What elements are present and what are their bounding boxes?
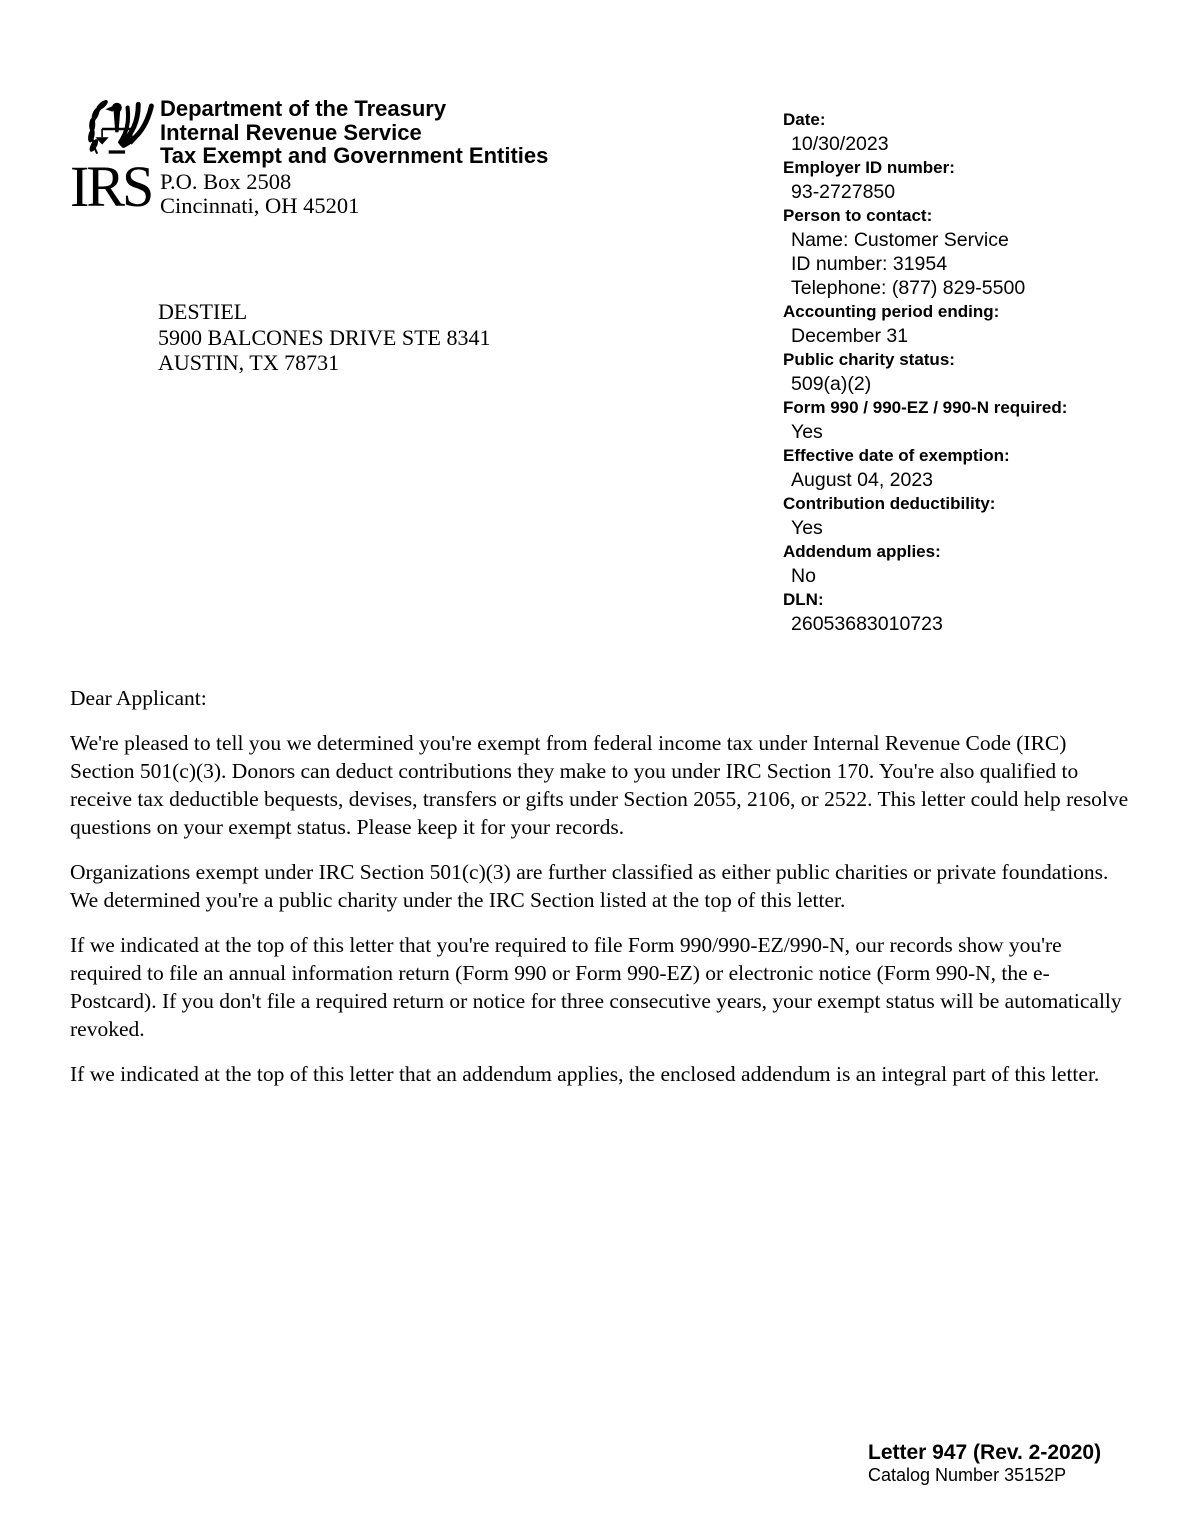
info-value: 509(a)(2) (791, 373, 872, 395)
info-label: Employer ID number: (783, 158, 955, 177)
info-value: December 31 (791, 325, 909, 347)
body-paragraph: If we indicated at the top of this letter that you're required to file Form 990/990-EZ/990-N, our records show you're required to file an annual information return (Form 990 or Form 990-EZ) or electronic notice (Form 990-N, the e-Postcard). If you don't file a required return or notice for three consecutive years, your exempt status will be automatically revoked. (70, 933, 1122, 1041)
salutation: Dear Applicant: (70, 686, 207, 710)
info-label: Person to contact: (783, 206, 933, 225)
letterhead-address (160, 170, 548, 219)
body-paragraph: If we indicated at the top of this letter that an addendum applies, the enclosed addendum is an integral part of this letter. (70, 1062, 1100, 1086)
info-value: August 04, 2023 (791, 469, 934, 491)
info-item-effective-date (783, 444, 1183, 492)
info-item-employer-id (783, 156, 1183, 204)
letterhead-org-line: Internal Revenue Service (160, 119, 422, 145)
info-item-contribution-deductibility (783, 492, 1183, 540)
irs-wordmark: IRS (70, 154, 152, 219)
info-item-dln (783, 588, 1183, 636)
info-label: Accounting period ending: (783, 302, 1000, 321)
info-value: 93-2727850 (791, 181, 896, 203)
recipient-address (158, 299, 490, 376)
info-value: Yes (791, 421, 823, 443)
letter-id: Letter 947 (Rev. 2-2020) (868, 1441, 1102, 1464)
info-item-date (783, 108, 1183, 156)
info-value: Telephone: (877) 829-5500 (791, 277, 1026, 299)
letterhead (160, 97, 548, 219)
info-label: Date: (783, 110, 826, 129)
info-label: Contribution deductibility: (783, 494, 996, 513)
letter-body (70, 684, 1136, 1105)
info-item-accounting-period (783, 300, 1183, 348)
letterhead-org-line: Tax Exempt and Government Entities (160, 143, 549, 168)
letterhead-address-line: P.O. Box 2508 (160, 168, 292, 194)
recipient-city-state-zip: AUSTIN, TX 78731 (158, 350, 340, 375)
recipient-street: 5900 BALCONES DRIVE STE 8341 (158, 324, 491, 350)
recipient-name: DESTIEL (158, 299, 248, 324)
info-value: Name: Customer Service (791, 229, 1009, 251)
info-value: ID number: 31954 (791, 253, 948, 275)
letter-info-panel (783, 108, 1183, 636)
info-item-public-charity-status (783, 348, 1183, 396)
body-paragraph: Organizations exempt under IRC Section 501(c)(3) are further classified as either public charities or private foundations. We determined you're a public charity under the IRC Section listed at the top of this letter. (70, 860, 1109, 912)
info-item-person-to-contact (783, 204, 1183, 300)
body-paragraph: We're pleased to tell you we determined you're exempt from federal income tax under Internal Revenue Code (IRC) Section 501(c)(3). Donors can deduct contributions they make to you under IRC Section 170. You're also qualified to receive tax deductible bequests, devises, transfers or gifts under Section 2055, 2106, or 2522. This letter could help resolve questions on your exempt status. Please keep it for your records. (70, 731, 1129, 839)
info-item-addendum-applies (783, 540, 1183, 588)
letterhead-org-line: Department of the Treasury (160, 96, 447, 121)
info-item-form-990-required (783, 396, 1183, 444)
info-value: 26053683010723 (791, 613, 943, 635)
info-label: Addendum applies: (783, 542, 941, 561)
info-label: Form 990 / 990-EZ / 990-N required: (783, 398, 1068, 417)
info-value: 10/30/2023 (791, 133, 889, 155)
info-label: Public charity status: (783, 350, 955, 369)
letterhead-address-line: Cincinnati, OH 45201 (160, 193, 360, 218)
info-value: No (791, 565, 816, 587)
info-label: Effective date of exemption: (783, 446, 1010, 465)
catalog-number: Catalog Number 35152P (868, 1465, 1067, 1485)
info-value: Yes (791, 517, 823, 539)
letter-footer (868, 1441, 1101, 1486)
info-label: DLN: (783, 590, 824, 609)
